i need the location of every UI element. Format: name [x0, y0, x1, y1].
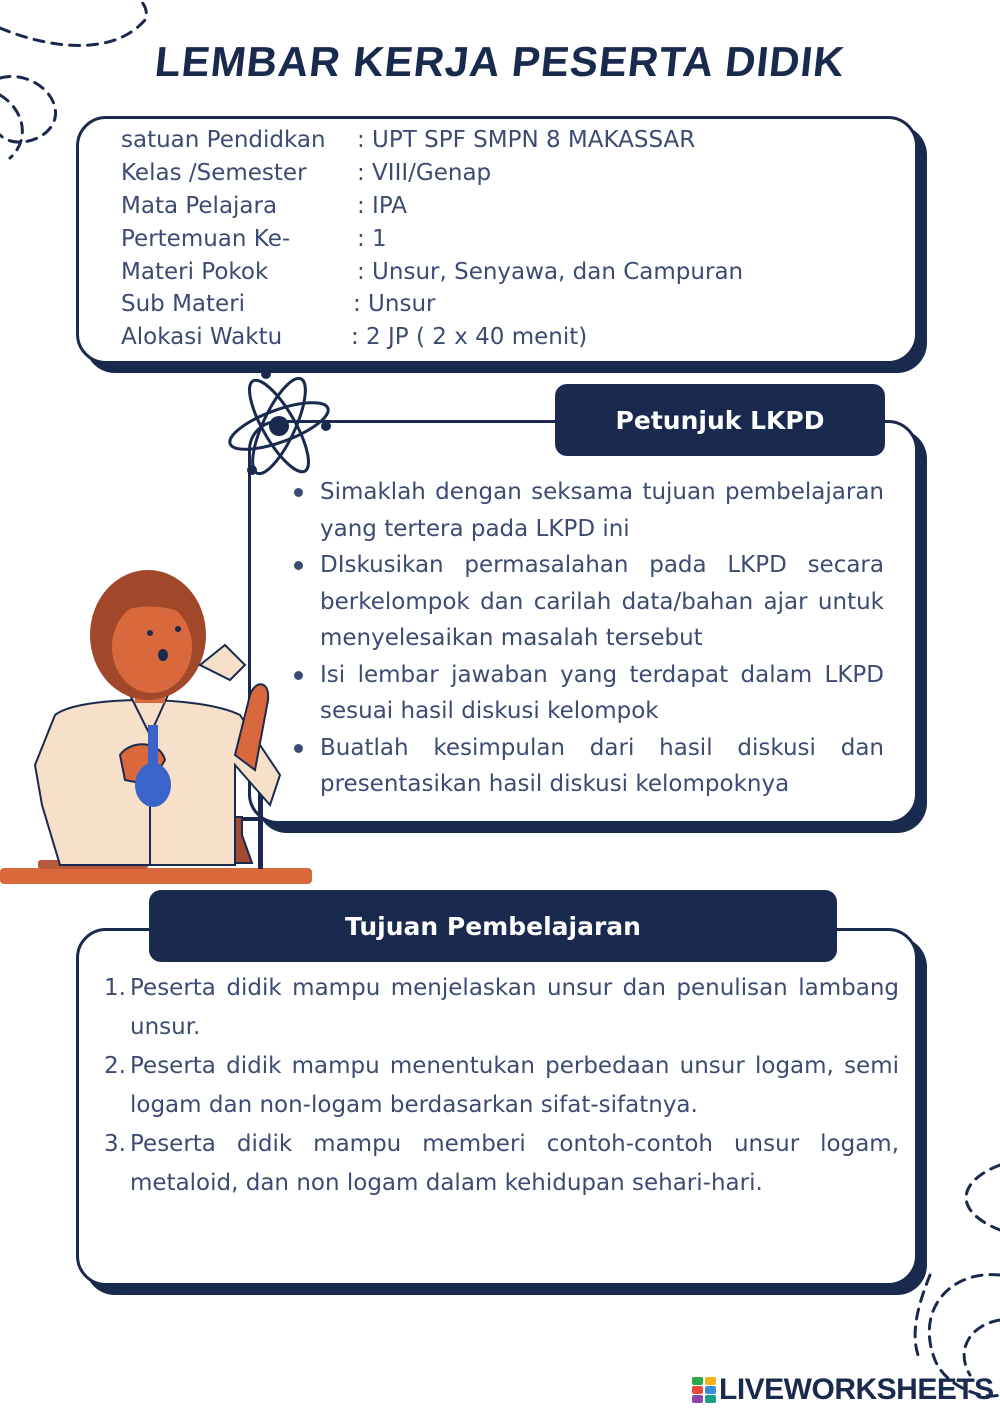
petunjuk-list [290, 474, 884, 803]
info-label: satuan Pendidkan [121, 127, 326, 153]
info-row [121, 125, 695, 155]
info-row [121, 224, 387, 254]
info-label: Kelas /Semester [121, 160, 307, 186]
list-text: Peserta didik mampu menentukan perbedaan unsur logam, semi logam dan non-logam berdasarkan sifat-sifatnya. [130, 1053, 899, 1118]
page-title: LEMBAR KERJA PESERTA DIDIK [152, 38, 848, 85]
list-text: Peserta didik mampu menjelaskan unsur dan penulisan lambang unsur. [130, 975, 899, 1040]
info-label: Mata Pelajara [121, 193, 278, 219]
info-row [121, 289, 436, 319]
petunjuk-heading: Petunjuk LKPD [555, 384, 885, 456]
liveworksheets-logo [692, 1372, 994, 1408]
list-item [104, 1125, 899, 1203]
info-label: Pertemuan Ke- [121, 226, 291, 252]
info-value: : Unsur [353, 291, 436, 317]
info-row [121, 191, 407, 221]
list-number: 3. [104, 1131, 126, 1157]
list-number: 1. [104, 975, 126, 1001]
info-value: : IPA [357, 193, 407, 219]
info-value: : UPT SPF SMPN 8 MAKASSAR [357, 127, 696, 153]
info-value: : 2 JP ( 2 x 40 menit) [351, 324, 588, 350]
info-value: : 1 [357, 226, 387, 252]
list-item: DIskusikan permasalahan pada LKPD secara berkelompok dan carilah data/bahan ajar untuk menyelesaikan masalah tersebut [290, 547, 884, 657]
list-item: Buatlah kesimpulan dari hasil diskusi dan presentasikan hasil diskusi kelompoknya [290, 730, 884, 803]
tujuan-heading: Tujuan Pembelajaran [149, 890, 837, 962]
list-item: Simaklah dengan seksama tujuan pembelajaran yang tertera pada LKPD ini [290, 474, 884, 547]
tujuan-list [104, 969, 899, 1203]
list-text: Peserta didik mampu memberi contoh-contoh unsur logam, metaloid, dan non logam dalam kehidupan sehari-hari. [130, 1131, 899, 1196]
info-row [121, 322, 587, 352]
info-label: Materi Pokok [121, 259, 269, 285]
list-item [104, 1047, 899, 1125]
info-label: Alokasi Waktu [121, 324, 283, 350]
list-item: Isi lembar jawaban yang terdapat dalam LKPD sesuai hasil diskusi kelompok [290, 657, 884, 730]
info-value: : VIII/Genap [357, 160, 492, 186]
info-row [121, 158, 491, 188]
info-card [76, 116, 918, 364]
liveworksheets-logo-icon [692, 1377, 716, 1403]
list-number: 2. [104, 1053, 126, 1079]
logo-text: LIVEWORKSHEETS [719, 1373, 994, 1406]
info-label: Sub Materi [121, 291, 246, 317]
info-value: : Unsur, Senyawa, dan Campuran [357, 259, 744, 285]
info-row [121, 257, 743, 287]
atom-icon [222, 368, 336, 480]
scientist-illustration [0, 555, 315, 895]
list-item [104, 969, 899, 1047]
